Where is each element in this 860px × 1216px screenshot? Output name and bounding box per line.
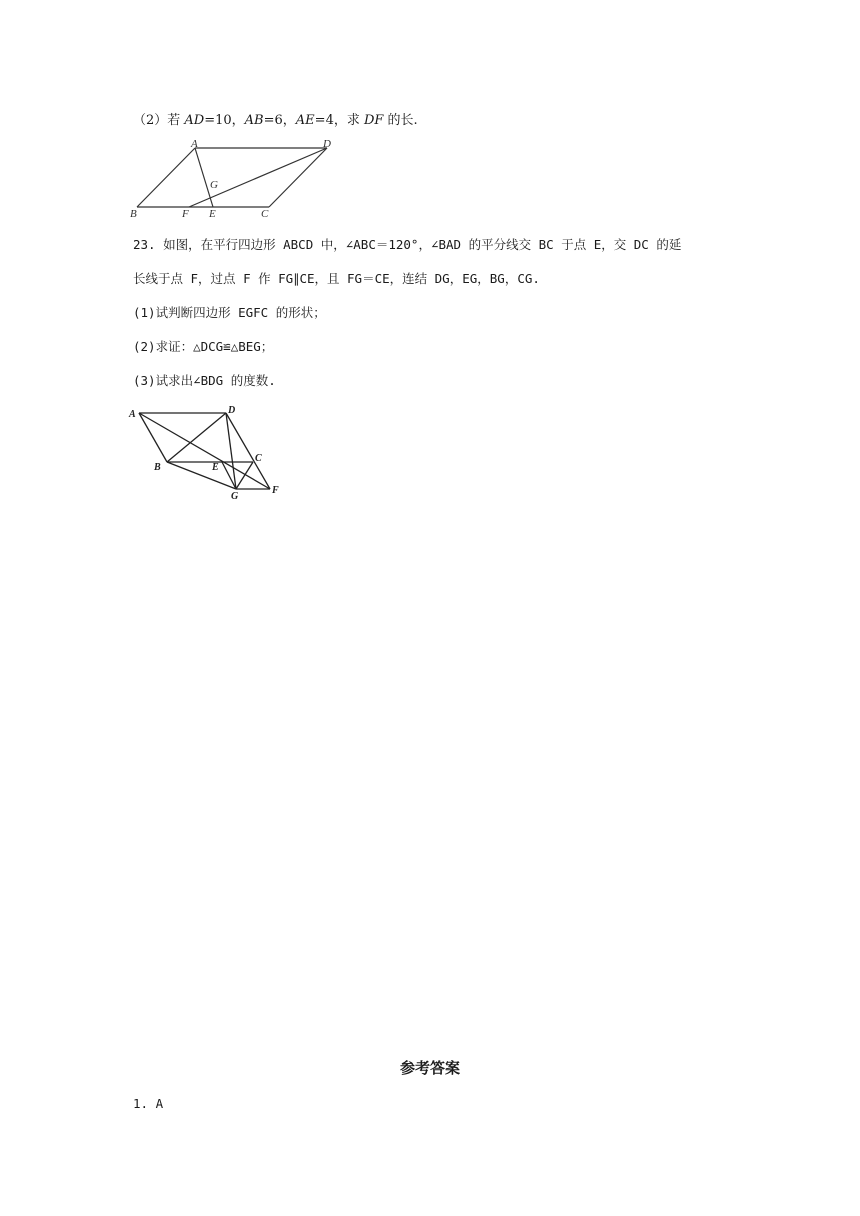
label-c: C [261,208,269,220]
answers-title: 参考答案 [399,1059,460,1077]
edge-ab [139,413,167,462]
val-ae: =4，求 [314,113,364,128]
label-b: B [154,462,161,473]
val-ad: =10， [204,113,245,128]
label-g: G [231,491,239,502]
q23-line1: 23. 如图，在平行四边形 ABCD 中，∠ABC＝120°，∠BAD 的平分线交 BC 于点 E，交 DC 的延 [133,237,682,252]
label-c: C [255,453,262,464]
label-d: D [228,405,236,416]
segment-dg [226,413,236,489]
segment-bd [167,413,226,462]
segment-bg [167,462,236,489]
q22-suffix: 的长. [383,113,418,128]
segment-df [189,148,327,207]
q23-line2: 长线于点 F，过点 F 作 FG∥CE，且 FG＝CE，连结 DG，EG，BG，CG. [133,271,540,286]
label-a: A [129,409,136,420]
label-d: D [323,138,331,150]
q23-sub2: (2)求证：△DCG≌△BEG； [133,339,274,354]
segment-cg [236,462,253,489]
var-ab: AB [244,113,264,128]
edge-dc [269,148,327,207]
var-df: DF [363,113,384,128]
label-f: F [272,485,279,496]
var-ae: AE [295,113,315,128]
label-e: E [212,462,219,473]
label-e: E [209,208,216,220]
q23-parallelogram-figure [125,400,290,502]
q22-parallelogram-figure [125,138,340,222]
q22-prefix: （2）若 [133,113,185,128]
edge-ab [137,148,195,207]
segment-af [139,413,270,489]
answer-item-1: 1. A [133,1096,164,1111]
label-g: G [210,179,218,191]
val-ab: =6， [263,113,296,128]
label-a: A [191,138,198,150]
edge-df [226,413,270,489]
var-ad: AD [184,113,205,128]
q22-part2-text [133,112,418,130]
q23-sub1: (1)试判断四边形 EGFC 的形状； [133,305,326,320]
label-f: F [182,208,189,220]
label-b: B [130,208,137,220]
q23-sub3: (3)试求出∠BDG 的度数. [133,373,276,388]
